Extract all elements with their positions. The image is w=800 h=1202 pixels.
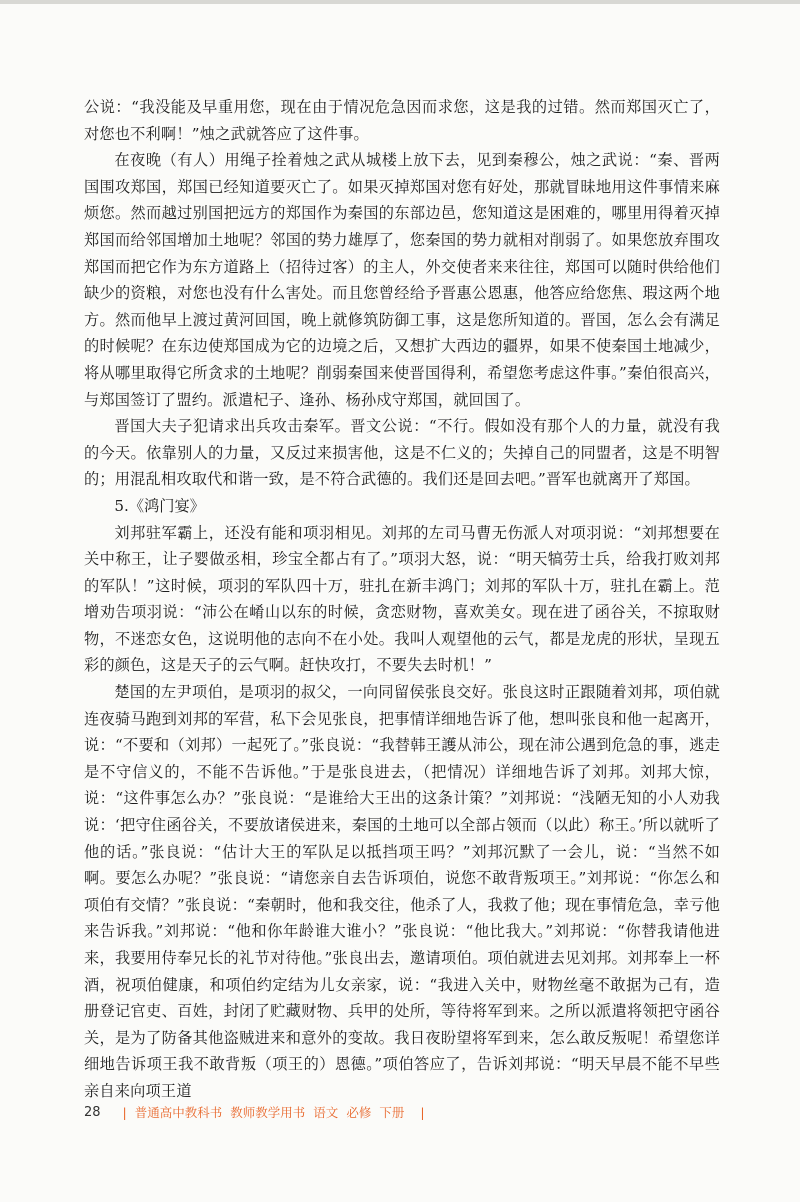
paragraph-xiang-bo: 楚国的左尹项伯，是项羽的叔父，一向同留侯张良交好。张良这时正跟随着刘邦，项伯就连夜骑马跑到刘邦的军营，私下会见张良，把事情详细地告诉了他，想叫张良和他一起离开，说：“不要和（刘邦）一起死了。”张良说：“我替韩王護从沛公，现在沛公遇到危急的事，逃走是不守信义的，不能不告诉他。”于是张良进去，（把情况）详细地告诉了刘邦。刘邦大惊，说：“这件事怎么办？”张良说：“是谁给大王出的这条计策？”刘邦说：“浅陋无知的小人劝我说：‘把守住函谷关，不要放诸侯进来，秦国的土地可以全部占领而（以此）称王。’所以就听了他的话。”张良说：“估计大王的军队足以抵挡项王吗？”刘邦沉默了一会儿，说：“当然不如啊。要怎么办呢？”张良说：“请您亲自去告诉项伯，说您不敢背叛项王。”刘邦说：“你怎么和项伯有交情？”张良说：“秦朝时，他和我交往，他杀了人，我救了他；现在事情危急，幸亏他来告诉我。”刘邦说：“他和你年龄谁大谁小？”张良说：“他比我大。”刘邦说：“你替我请他进来，我要用侍奉兄长的礼节对待他。”张良出去，邀请项伯。项伯就进去见刘邦。刘邦奉上一杯酒，祝项伯健康，和项伯约定结为儿女亲家，说：“我进入关中，财物丝毫不敢据为己有，造册登记官吏、百姓，封闭了贮藏财物、兵甲的处所，等待将军到来。之所以派遣将领把守函谷关，是为了防备其他盗贼进来和意外的变故。我日夜盼望将军到来，怎么敢反叛呢！希望您详细地告诉项王我不敢背叛（项王的）恩德。”项伯答应了，告诉刘邦说：“明天早晨不能不早些亲自来向项王道	[84, 683, 720, 1100]
top-edge-rule	[0, 0, 800, 4]
section-heading: 5.《鸿门宴》	[114, 496, 205, 515]
footer-volume: 下册	[379, 1105, 405, 1120]
footer-separator-end: |	[420, 1104, 425, 1120]
paragraph-liu-bang-camp: 刘邦驻军霸上，还没有能和项羽相见。刘邦的左司马曹无伤派人对项羽说：“刘邦想要在关中称王，让子婴做丞相，珍宝全都占有了。”项羽大怒，说：“明天犒劳士兵，给我打败刘邦的军队！”这时候，项羽的军队四十万，驻扎在新丰鸿门；刘邦的军队十万，驻扎在霸上。范增劝告项羽说：“沛公在崤山以东的时候，贪恋财物，喜欢美女。现在进了函谷关，不掠取财物，不迷恋女色，这说明他的志向不在小处。我叫人观望他的云气，都是龙虎的形状，呈现五彩的颜色，这是天子的云气啊。赶快攻打，不要失去时机！”	[84, 523, 720, 675]
paragraph-jin-retreat: 晋国大夫子犯请求出兵攻击秦军。晋文公说：“不行。假如没有那个人的力量，就没有我的今天。依靠别人的力量，又反过来损害他，这是不仁义的；失掉自己的同盟者，这是不明智的；用混乱相攻取代和谐一致，是不符合武德的。我们还是回去吧。”晋军也就离开了郑国。	[84, 417, 720, 489]
page-body	[84, 94, 720, 1105]
page-number: 28	[84, 1104, 101, 1120]
page-footer	[84, 1102, 433, 1122]
footer-book-name: 普通高中教科书	[134, 1105, 223, 1120]
footer-guide-name: 教师教学用书	[230, 1105, 306, 1120]
paragraph-zhu-zhi-wu-speech: 在夜晚（有人）用绳子拴着烛之武从城楼上放下去，见到秦穆公，烛之武说：“秦、晋两国围攻郑国，郑国已经知道要灭亡了。如果灭掉郑国对您有好处，那就冒昧地用这件事情来麻烦您。然而越过别国把远方的郑国作为秦国的东部边邑，您知道这是困难的，哪里用得着灭掉郑国而给邻国增加土地呢？邻国的势力雄厚了，您秦国的势力就相对削弱了。如果您放弃围攻郑国而把它作为东方道路上（招待过客）的主人，外交使者来来往往，郑国可以随时供给他们缺少的资粮，对您也没有什么害处。而且您曾经给予晋惠公恩惠，他答应给您焦、瑕这两个地方。然而他早上渡过黄河回国，晚上就修筑防御工事，这是您所知道的。晋国，怎么会有满足的时候呢？在东边使郑国成为它的边境之后，又想扩大西边的疆界，如果不使秦国土地减少，将从哪里取得它所贪求的土地呢？削弱秦国来使晋国得利，希望您考虑这件事。”秦伯很高兴，与郑国签订了盟约。派遣杞子、逢孙、杨孙戍守郑国，就回国了。	[84, 151, 720, 409]
footer-course: 必修	[346, 1105, 372, 1120]
footer-separator: |	[122, 1104, 127, 1120]
footer-subject: 语文	[313, 1105, 339, 1120]
paragraph-continuation: 公说：“我没能及早重用您，现在由于情况危急因而求您，这是我的过错。然而郑国灭亡了，对您也不利啊！”烛之武就答应了这件事。	[84, 98, 720, 143]
